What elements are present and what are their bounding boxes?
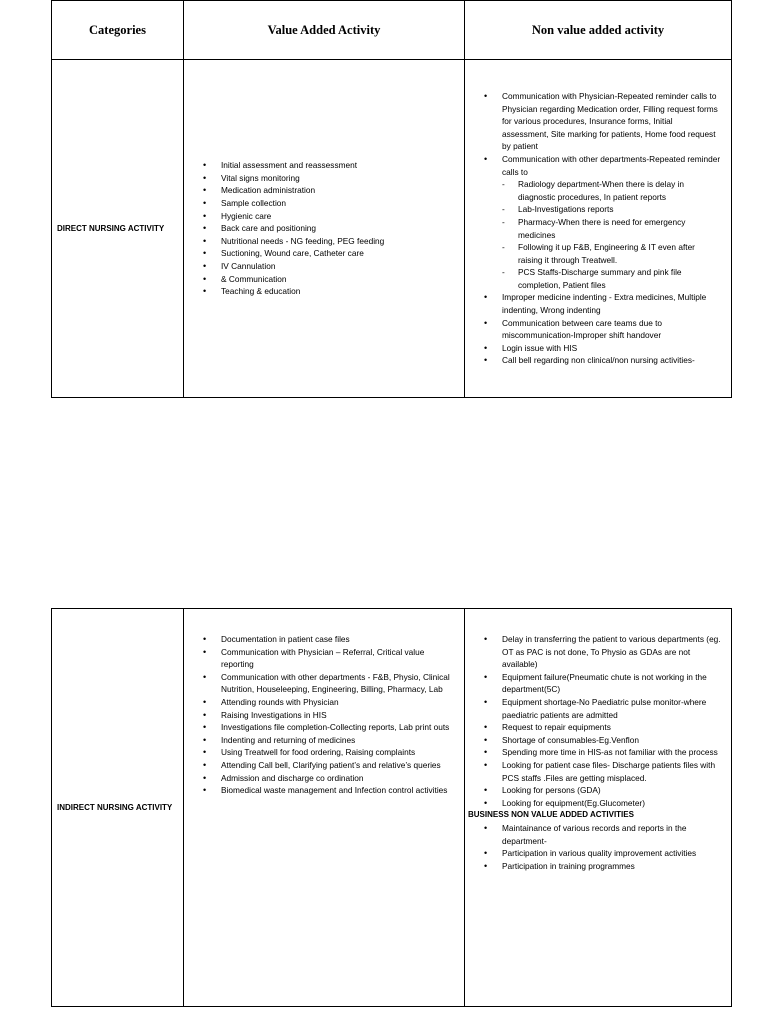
list-item: • Medication administration	[184, 184, 454, 197]
direct-value-added-cell	[184, 60, 465, 398]
category-direct: DIRECT NURSING ACTIVITY	[52, 60, 184, 398]
list-item: - Radiology department-When there is delay in diagnostic procedures, In patient reports	[465, 178, 721, 203]
list-item: • Equipment shortage-No Paediatric pulse monitor-where paediatric patients are admitted	[465, 696, 721, 721]
list-item: • Equipment failure(Pneumatic chute is not working in the department(5C)	[465, 671, 721, 696]
list-item: • Back care and positioning	[184, 222, 454, 235]
list-item: • Sample collection	[184, 197, 454, 210]
indirect-non-value-added-cell	[465, 609, 732, 1007]
list-item: • Attending Call bell, Clarifying patient’s and relative’s queries	[184, 759, 454, 772]
list-item: • Communication with Physician-Repeated reminder calls to Physician regarding Medication order, Filling request forms for various procedures, Insurance forms, Initial assessment, Site marking for patients, Home food request by patient	[465, 90, 721, 153]
category-indirect: INDIRECT NURSING ACTIVITY	[52, 609, 184, 1007]
list-item: • Improper medicine indenting - Extra medicines, Multiple indenting, Wrong indenting	[465, 291, 721, 316]
header-categories: Categories	[52, 1, 184, 60]
indirect-value-added-list	[184, 633, 454, 797]
list-item: • Initial assessment and reassessment	[184, 159, 454, 172]
list-item: - Following it up F&B, Engineering & IT even after raising it through Treatwell.	[465, 241, 721, 266]
list-item: • Login issue with HIS	[465, 342, 721, 355]
list-item: • Communication with other departments - F&B, Physio, Clinical Nutrition, Houseleeping, Engineering, Billing, Pharmacy, Lab	[184, 671, 454, 696]
list-item: • Indenting and returning of medicines	[184, 734, 454, 747]
list-item: • Biomedical waste management and Infection control activities	[184, 784, 454, 797]
list-item: • Call bell regarding non clinical/non nursing activities-	[465, 354, 721, 367]
indirect-non-value-added-list	[465, 633, 721, 872]
list-item: • Suctioning, Wound care, Catheter care	[184, 247, 454, 260]
list-item: • Nutritional needs - NG feeding, PEG feeding	[184, 235, 454, 248]
direct-non-value-added-list	[465, 90, 721, 367]
list-item: • Documentation in patient case files	[184, 633, 454, 646]
list-item: • Looking for patient case files- Discharge patients files with PCS staffs .Files are getting misplaced.	[465, 759, 721, 784]
list-item: • Looking for equipment(Eg.Glucometer)	[465, 797, 721, 810]
list-item: • Raising Investigations in HIS	[184, 709, 454, 722]
list-item: • Attending rounds with Physician	[184, 696, 454, 709]
list-item: • Participation in training programmes	[465, 860, 721, 873]
direct-non-value-added-cell	[465, 60, 732, 398]
list-item: • Communication between care teams due to miscommunication-Improper shift handover	[465, 317, 721, 342]
section-heading: BUSINESS NON VALUE ADDED ACTIVITIES	[468, 810, 634, 820]
list-item: • & Communication	[184, 273, 454, 286]
list-item: • Using Treatwell for food ordering, Raising complaints	[184, 746, 454, 759]
list-item: • Maintainance of various records and reports in the department-	[465, 822, 721, 847]
list-item: • Investigations file completion-Collecting reports, Lab print outs	[184, 721, 454, 734]
list-item: • Shortage of consumables-Eg.Venflon	[465, 734, 721, 747]
list-item: • Communication with other departments-Repeated reminder calls to	[465, 153, 721, 178]
list-item: • Participation in various quality improvement activities	[465, 847, 721, 860]
list-item: - PCS Staffs-Discharge summary and pink file completion, Patient files	[465, 266, 721, 291]
list-item: • Vital signs monitoring	[184, 172, 454, 185]
list-item: • Looking for persons (GDA)	[465, 784, 721, 797]
list-item: - Lab-Investigations reports	[465, 203, 721, 216]
direct-activity-table	[51, 0, 732, 398]
direct-value-added-list	[184, 159, 454, 298]
list-item: - Pharmacy-When there is need for emergency medicines	[465, 216, 721, 241]
header-non-value-added: Non value added activity	[465, 1, 732, 60]
list-item: • Hygienic care	[184, 210, 454, 223]
list-item: • Admission and discharge co ordination	[184, 772, 454, 785]
list-item: • IV Cannulation	[184, 260, 454, 273]
indirect-activity-table	[51, 608, 732, 1007]
list-item: • Communication with Physician – Referral, Critical value reporting	[184, 646, 454, 671]
list-item: • Teaching & education	[184, 285, 454, 298]
indirect-value-added-cell	[184, 609, 465, 1007]
list-item: • Delay in transferring the patient to various departments (eg. OT as PAC is not done, To Physio as GDAs are not available)	[465, 633, 721, 671]
list-item: • Request to repair equipments	[465, 721, 721, 734]
list-item: • Spending more time in HIS-as not familiar with the process	[465, 746, 721, 759]
header-value-added: Value Added Activity	[184, 1, 465, 60]
